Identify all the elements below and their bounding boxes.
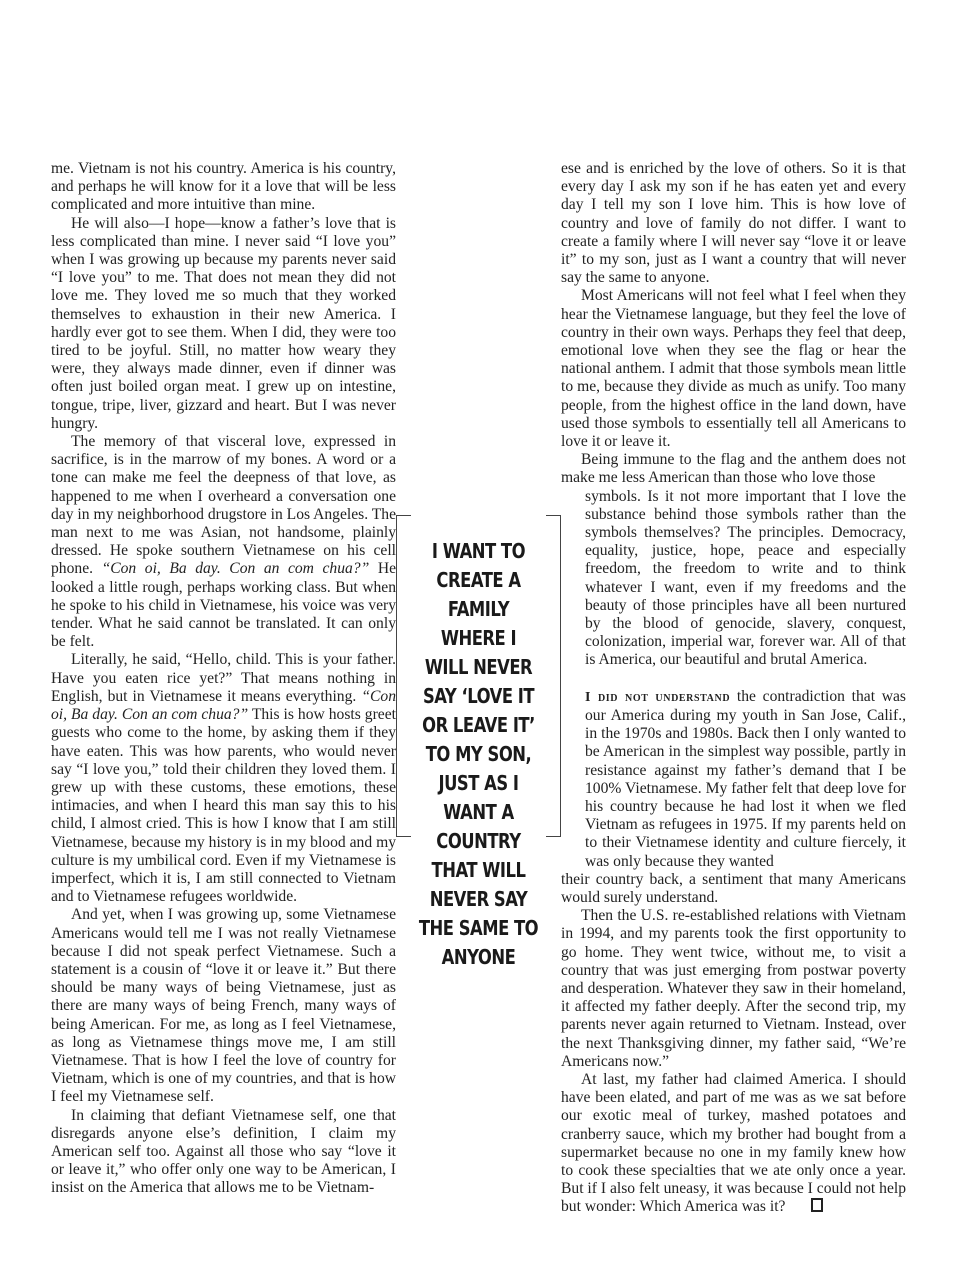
paragraph: Being immune to the flag and the anthem does not make me less American than those who love those bbox=[561, 451, 906, 487]
paragraph: ese and is enriched by the love of others. So it is that every day I ask my son if he has eaten yet and every day I tell my son I love him. This is how love of country and love of family do not differ. I want to create a family where I will never say “love it or leave it” to my son, just as I want a country that will never say the same to anyone. bbox=[561, 160, 906, 287]
paragraph: In claiming that defiant Vietnamese self, one that disregards anyone else’s definition, I claim my American self too. Against all those who say “love it or leave it,” who offer only one way to be American, I insist on the America that allows me to be Vietnam- bbox=[51, 1106, 396, 1197]
left-bracket bbox=[396, 515, 411, 837]
paragraph: Most Americans will not feel what I feel when they hear the Vietnamese language, but they feel the love of country in their own ways. Perhaps they feel that deep, emotional love when they see the flag or hear the national anthem. I admit that those symbols mean little to me, because they divide as much as unify. Too many people, from the highest office in the land down, have used those symbols to essentially tell all Americans to love it or leave it. bbox=[561, 287, 906, 451]
vietnamese-quote: “Con oi, Ba day. Con an com chua?” bbox=[101, 560, 370, 578]
paragraph-inset: symbols. Is it not more important that I love the substance behind those symbols rather than the symbols themselves? The principles. Democracy, equality, justice, hope, peace and especially freedom, the freedom to write and to think whatever I want, even if my freedoms and the beauty of those principles have all been nurtured by the blood of genocide, slavery, conquest, colonization, imperial war, forever war. All of that is America, our beautiful and brutal America. bbox=[585, 487, 906, 669]
paragraph: And yet, when I was growing up, some Vietnamese Americans would tell me I was not really Vietnamese because I did not speak perfect Vietnamese. Such a statement is a cousin of “love it or leave it.” But there should be many ways of being Vietnamese, just as there are many ways of being French, many ways of being American. For me, as long as I feel Vietnamese, as long as Vietnamese things move me, I am still Vietnamese. That is how I feel the love of country for Vietnam, which is one of my countries, and that is how I feel my Vietnamese self. bbox=[51, 906, 396, 1106]
end-mark-icon bbox=[811, 1198, 823, 1212]
pull-quote-text: I WANT TO CREATE A FAMILY WHERE I WILL NEVER SAY ‘LOVE IT OR LEAVE IT’ TO MY SON, JUST AS I WANT A COUNTRY THAT WILL NEVER SAY THE SAME TO ANYONE bbox=[418, 539, 539, 969]
section-start: I did not understand the contradiction that was our America during my youth in San Jose, Calif., in the 1970s and 1980s. Back then I only wanted to be American in the simplest way possible, partly in resistance against my father’s demand that I be 100% Vietnamese. My father felt that deep love for his country because he had lost it when we fled Vietnam as refugees in 1975. If my parents held on to their Vietnamese identity and culture fiercely, it was only because they wanted bbox=[585, 687, 906, 870]
right-bracket bbox=[546, 515, 561, 837]
vietnamese-quote: “Con oi, Ba day. Con an com chua?” bbox=[51, 687, 397, 724]
paragraph: their country back, a sentiment that many Americans would surely understand. bbox=[561, 870, 906, 906]
left-column bbox=[51, 160, 396, 1198]
paragraph: Literally, he said, “Hello, child. This is your father. Have you eaten rice yet?” That means nothing in English, but in Vietnamese it means everything. “Con oi, Ba day. Con an com chua?” This is how hosts greet guests who come to the home, by asking them if they have eaten. This was how parents, who would never say “I love you,” told their children they loved them. I grew up with these customs, these emotions, these intimacies, and when I heard this man say this to his child, I almost cried. This is how I know that I am still Vietnamese, because my history is in my blood and my culture is my umbilical cord. Even if my Vietnamese is imperfect, which it is, I am still connected to Vietnam and to Vietnamese refugees worldwide. bbox=[51, 651, 397, 906]
paragraph: me. Vietnam is not his country. America is his country, and perhaps he will know for it a love that will be less complicated and more intuitive than mine. bbox=[51, 160, 396, 214]
pull-quote bbox=[396, 515, 561, 969]
paragraph: Then the U.S. re-established relations with Vietnam in 1994, and my parents took the first opportunity to go home. They went twice, without me, to visit a country that was just emerging from postwar poverty and desperation. Whatever they saw in their homeland, it affected my father deeply. After the second trip, my parents never again returned to Vietnam. Instead, over the next Thanksgiving dinner, my father said, “We’re Americans now.” bbox=[561, 907, 906, 1070]
paragraph: He will also—I hope—know a father’s love that is less complicated than mine. I never said “I love you” when I was growing up because my parents never said “I love you” to me. That does not mean they did not love me. They loved me so much that they worked themselves to exhaustion in their new America. I hardly ever got to see them. When I did, they were too tired to be joyful. Still, no matter how weary they were, they always made dinner, even if dinner was often just boiled organ meat. I grew up on intestine, tongue, tripe, liver, gizzard and heart. But I was never hungry. bbox=[51, 214, 396, 432]
paragraph: The memory of that visceral love, expressed in sacrifice, is in the marrow of my bones. A word or a tone can make me feel the deepness of that love, as happened to me when I overheard a conversation one day in my neighborhood drugstore in Los Angeles. The man next to me was Asian, not handsome, plainly dressed. He spoke southern Vietnamese on his cell phone. “Con oi, Ba day. Con an com chua?” He looked a little rough, perhaps working class. But when he spoke to his child in Vietnamese, his voice was very tender. What he said cannot be translated. It can only be felt. bbox=[51, 433, 396, 651]
right-column bbox=[561, 160, 906, 1217]
lead-in: I did not understand bbox=[585, 689, 731, 705]
paragraph: At last, my father had claimed America. I should have been elated, and part of me was as we sat before our exotic meal of turkey, mashed potatoes and cranberry sauce, which my brother had bought from a supermarket because no one in my family knew how to cook these specialties that we ate only once a year. But if I also felt uneasy, it was because I could not help but wonder: Which America was it? bbox=[561, 1070, 906, 1216]
